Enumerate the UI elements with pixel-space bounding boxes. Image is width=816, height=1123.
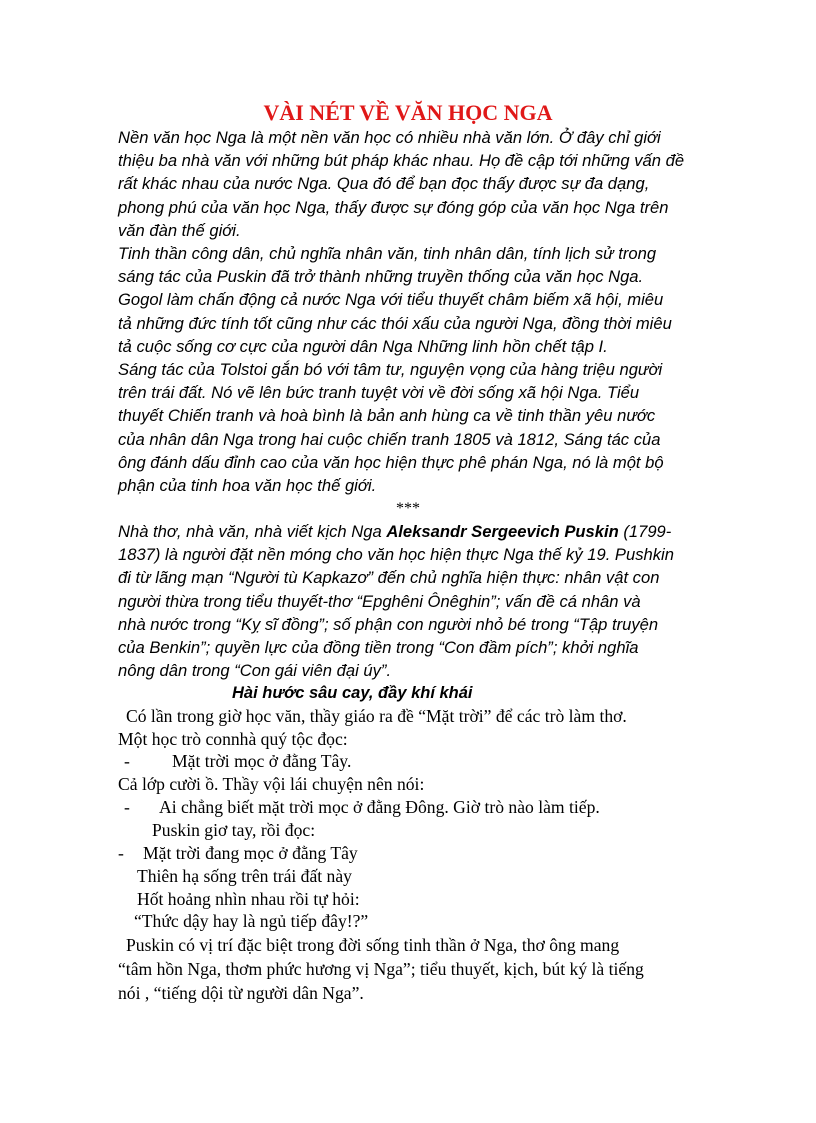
anecdote-line: Puskin giơ tay, rồi đọc: [152,820,316,840]
puskin-line: người thừa trong tiểu thuyết-thơ “Epghêni Ônêghin”; vấn đề cá nhân và [118,591,641,611]
puskin-line-prefix: Nhà thơ, nhà văn, nhà viết kịch Nga [118,522,387,541]
verse-line: Mặt trời mọc ở đằng Tây. [172,751,352,771]
intro-line: phận của tinh hoa văn học thế giới. [118,476,377,496]
poem-line: “Thức dậy hay là ngủ tiếp đây!?” [134,911,369,931]
closing-line: “tâm hồn Nga, thơm phức hương vị Nga”; tiểu thuyết, kịch, bút ký là tiếng [118,959,644,979]
anecdote-line: Một học trò connhà quý tộc đọc: [118,729,348,749]
intro-paragraph [118,126,718,497]
intro-line: trên trái đất. Nó vẽ lên bức tranh tuyệt vời về đời sống xã hội Nga. Tiểu [118,383,640,403]
puskin-full-name: Aleksandr Sergeevich Puskin [386,522,619,541]
anecdote-line: Cả lớp cười ồ. Thầy vội lái chuyện nên nói: [118,774,425,794]
puskin-line: 1837) là người đặt nền móng cho văn học hiện thực Nga thế kỷ 19. Pushkin [118,545,674,565]
closing-line: Puskin có vị trí đặc biệt trong đời sống tinh thần ở Nga, thơ ông mang [126,935,620,955]
poem-line: Thiên hạ sống trên trái đất này [137,866,352,886]
page-title: VÀI NÉT VỀ VĂN HỌC NGA [263,100,553,125]
puskin-line-suffix: (1799- [618,522,672,541]
intro-line: Sáng tác của Tolstoi gắn bó với tâm tư, nguyện vọng của hàng triệu người [118,360,663,380]
puskin-line: nhà nước trong “Kỵ sĩ đồng”; số phận con người nhỏ bé trong “Tập truyện [118,614,659,634]
intro-line: thiệu ba nhà văn với những bút pháp khác nhau. Họ đề cập tới những vấn đề [118,151,685,171]
intro-line: văn đàn thế giới. [118,220,241,240]
intro-line: thuyết Chiến tranh và hoà bình là bản anh hùng ca về tinh thần yêu nước [118,406,656,426]
intro-line: phong phú của văn học Nga, thấy được sự đóng góp của văn học Nga trên [118,197,669,217]
puskin-line: đi từ lãng mạn “Người tù Kapkazơ” đến chủ nghĩa hiện thực: nhân vật con [118,568,660,588]
list-dash: - [124,797,130,817]
intro-line: tả cuộc sống cơ cực của người dân Nga Những linh hồn chết tập I. [118,336,608,356]
intro-line: ông đánh dấu đỉnh cao của văn học hiện thực phê phán Nga, nó là một bộ [118,452,664,472]
section-separator: *** [396,500,420,517]
puskin-line [118,520,718,543]
intro-line: của nhân dân Nga trong hai cuộc chiến tranh 1805 và 1812, Sáng tác của [118,429,661,449]
verse-line: Ai chẳng biết mặt trời mọc ở đằng Đông. Giờ trò nào làm tiếp. [159,797,600,817]
intro-line: Gogol làm chấn động cả nước Nga với tiểu thuyết châm biếm xã hội, miêu [118,290,664,310]
poem-line: Hốt hoảng nhìn nhau rồi tự hỏi: [137,889,360,909]
closing-line: nói , “tiếng dội từ người dân Nga”. [118,983,364,1003]
puskin-paragraph [118,520,718,682]
intro-line: sáng tác của Puskin đã trở thành những truyền thống của văn học Nga. [118,267,644,287]
anecdote-line: Có lần trong giờ học văn, thầy giáo ra đề “Mặt trời” để các trò làm thơ. [126,706,627,726]
intro-line: Nền văn học Nga là một nền văn học có nhiều nhà văn lớn. Ở đây chỉ giới [118,128,661,147]
list-dash: - [118,843,124,863]
list-dash: - [124,751,130,771]
intro-line: rất khác nhau của nước Nga. Qua đó để bạn đọc thấy được sự đa dạng, [118,174,650,194]
section-subheading: Hài hước sâu cay, đầy khí khái [232,684,473,702]
intro-line: Tinh thần công dân, chủ nghĩa nhân văn, tinh nhân dân, tính lịch sử trong [118,244,657,264]
intro-line: tả những đức tính tốt cũng như các thói xấu của người Nga, đồng thời miêu [118,313,672,333]
poem-line: Mặt trời đang mọc ở đằng Tây [143,843,358,863]
puskin-line: nông dân trong “Con gái viên đại úy”. [118,661,392,681]
puskin-line: của Benkin”; quyền lực của đồng tiền trong “Con đầm pích”; khởi nghĩa [118,638,639,658]
